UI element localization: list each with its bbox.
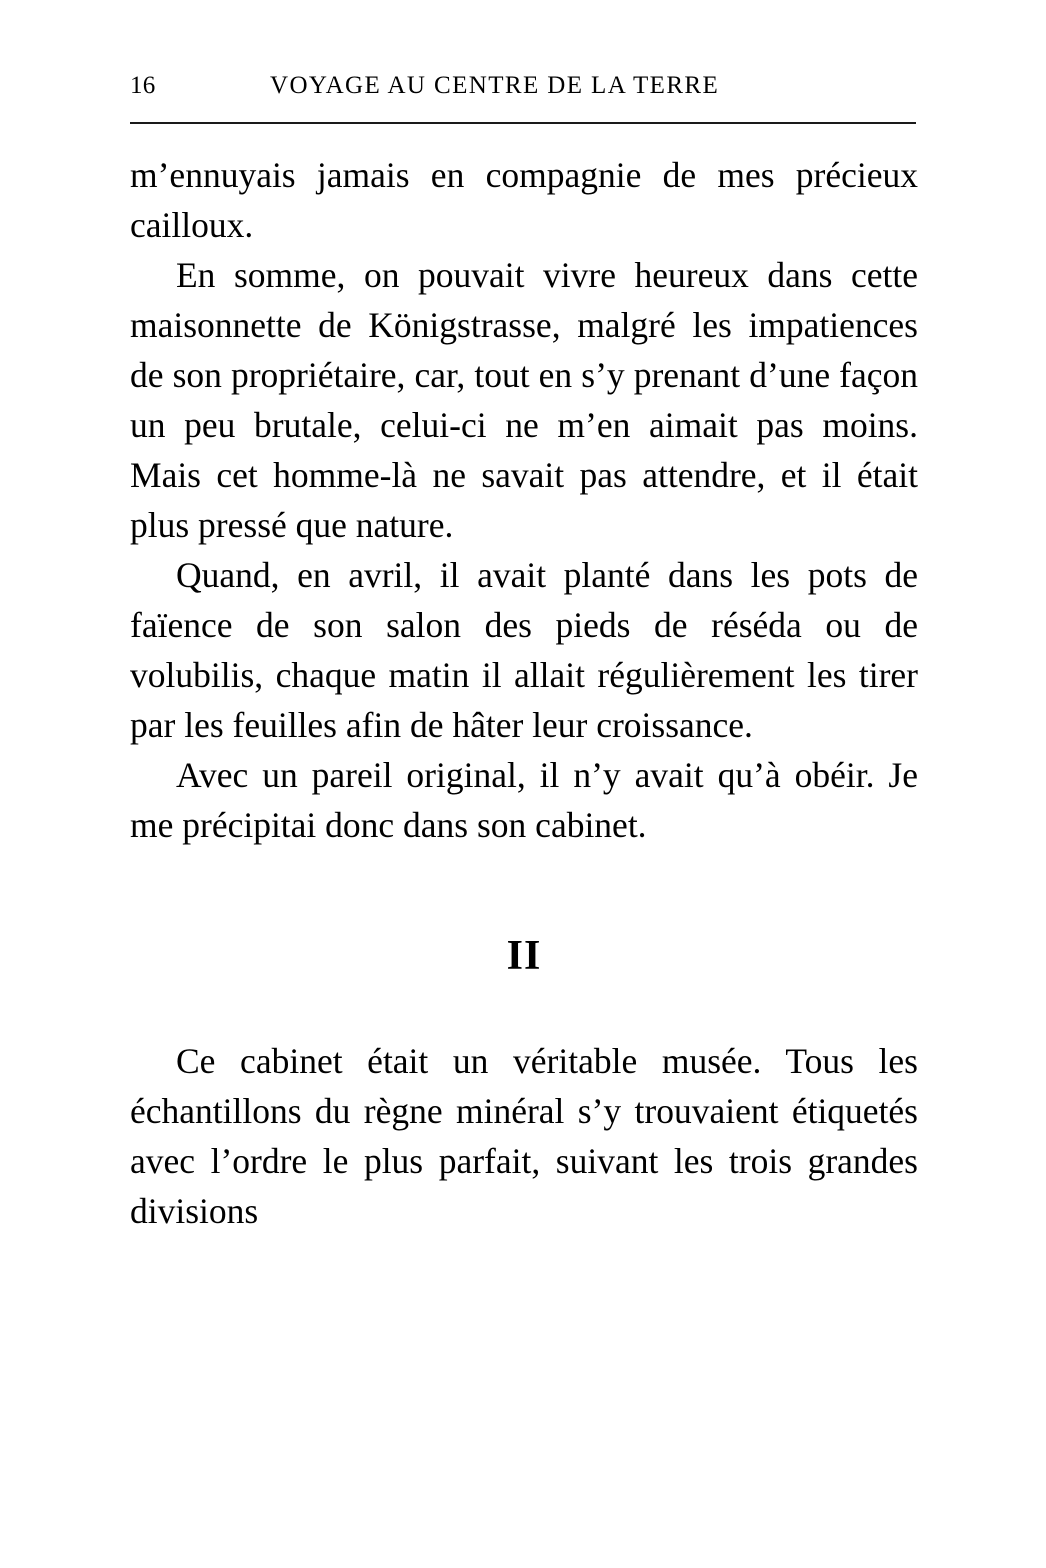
paragraph: Ce cabinet était un véritable musée. Tous les échantillons du règne minéral s’y trouvaient étiquetés avec l’ordre le plus parfait, suivant les trois grandes divisions <box>130 1041 918 1231</box>
header-divider <box>130 122 916 124</box>
page-body <box>130 150 918 1236</box>
page-header <box>130 72 916 100</box>
chapter-heading: II <box>506 933 542 979</box>
paragraph: Quand, en avril, il avait planté dans les pots de faïence de son salon des pieds de réséda ou de volubilis, chaque matin il allait régulièrement les tirer par les feuilles afin de hâter leur croissance. <box>130 555 918 745</box>
page-number: 16 <box>130 72 156 99</box>
running-title: VOYAGE AU CENTRE DE LA TERRE <box>270 72 720 99</box>
paragraph: m’ennuyais jamais en compagnie de mes précieux cailloux. <box>130 155 918 245</box>
paragraph: Avec un pareil original, il n’y avait qu’à obéir. Je me précipitai donc dans son cabinet. <box>130 755 918 845</box>
paragraph: En somme, on pouvait vivre heureux dans cette maisonnette de Königstrasse, malgré les impatiences de son propriétaire, car, tout en s’y prenant d’une façon un peu brutale, celui-ci ne m’en aimait pas moins. Mais cet homme-là ne savait pas attendre, et il était plus pressé que nature. <box>130 255 918 545</box>
